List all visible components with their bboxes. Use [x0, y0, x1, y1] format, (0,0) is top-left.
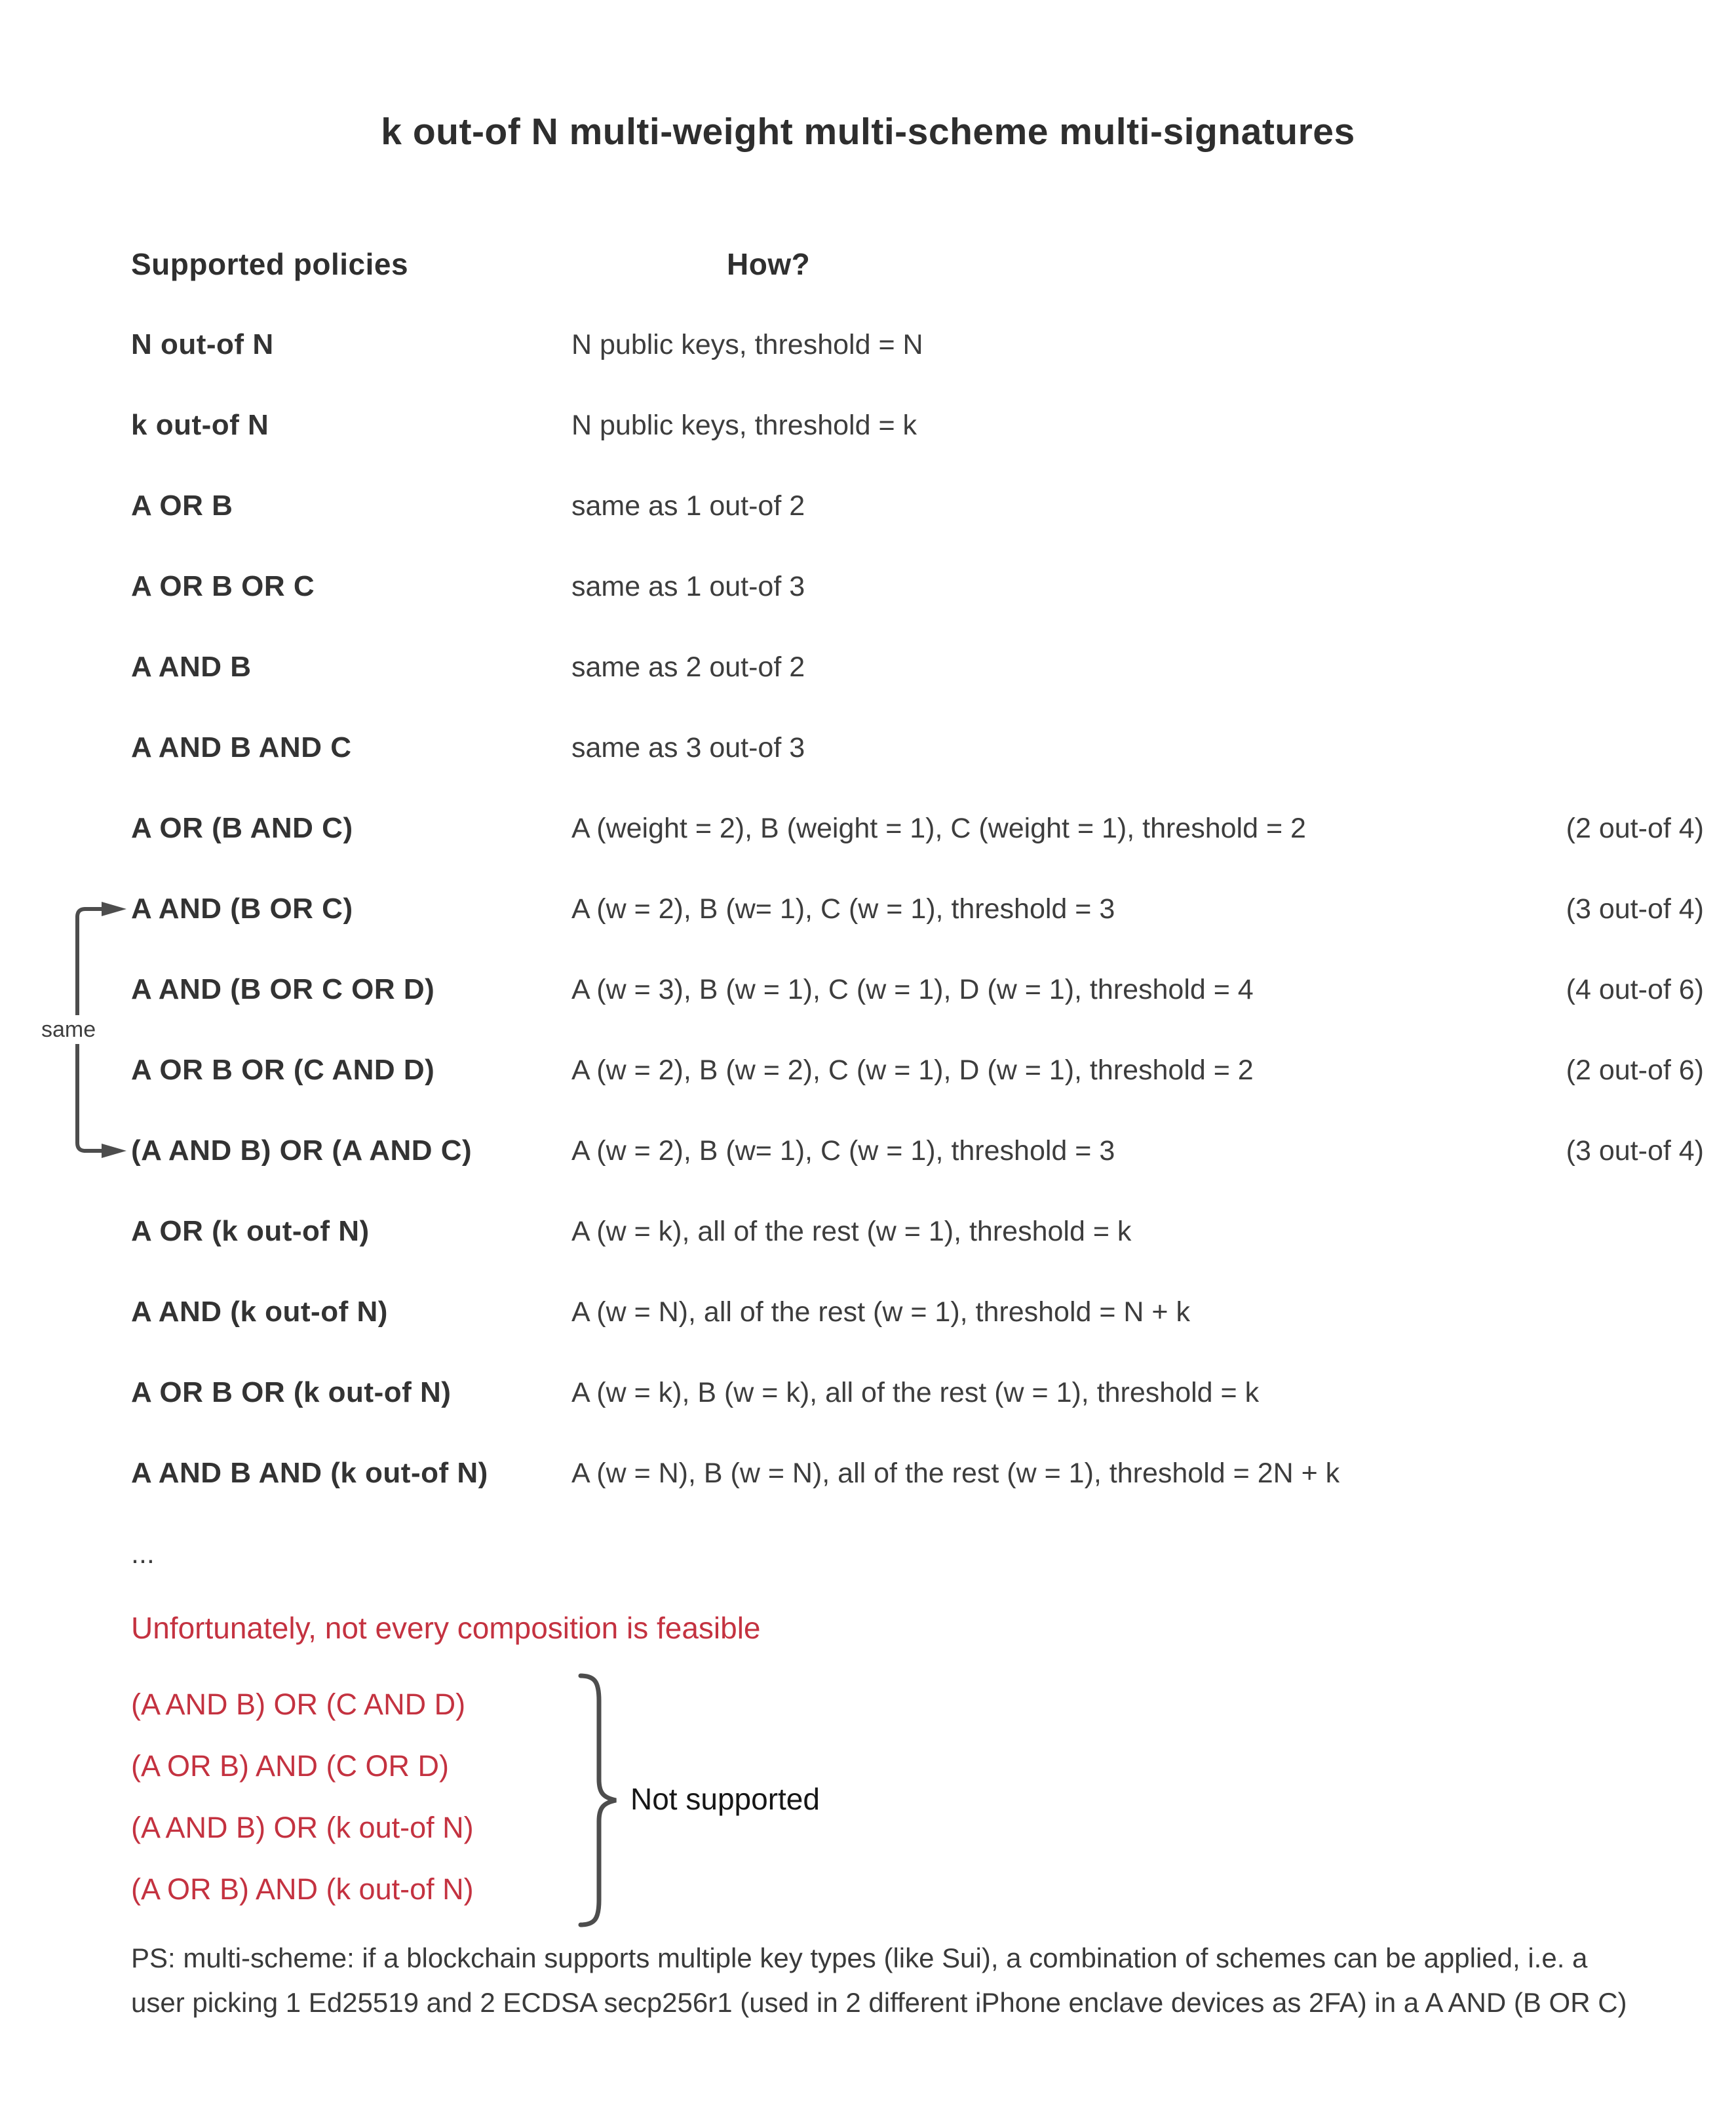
policy-label: k out-of N — [131, 409, 269, 441]
curly-brace-icon — [574, 1672, 633, 1929]
policy-how: same as 1 out-of 2 — [571, 490, 805, 522]
policy-how: A (w = 3), B (w = 1), C (w = 1), D (w = 1), threshold = 4 — [571, 974, 1254, 1005]
policy-how: A (weight = 2), B (weight = 1), C (weight = 1), threshold = 2 — [571, 813, 1306, 844]
policy-label: A AND (k out-of N) — [131, 1296, 388, 1328]
policy-how: A (w = N), all of the rest (w = 1), threshold = N + k — [571, 1296, 1190, 1328]
policy-how: A (w = 2), B (w= 1), C (w = 1), threshold = 3 — [571, 1135, 1115, 1167]
policy-how: N public keys, threshold = k — [571, 410, 917, 441]
policy-note: (4 out-of 6) — [1566, 974, 1704, 1005]
table-row — [131, 1055, 1704, 1085]
policy-label: A OR B OR C — [131, 570, 315, 602]
policy-note: (3 out-of 4) — [1566, 1135, 1704, 1167]
table-row — [131, 1297, 1704, 1327]
table-row — [131, 330, 1704, 360]
policy-how: A (w = 2), B (w = 2), C (w = 1), D (w = 1), threshold = 2 — [571, 1054, 1254, 1086]
policy-how: same as 2 out-of 2 — [571, 651, 805, 683]
policy-label: (A AND B) OR (A AND C) — [131, 1134, 473, 1167]
table-row — [131, 571, 1704, 602]
policy-note: (2 out-of 4) — [1566, 813, 1704, 844]
column-header-policies: Supported policies — [131, 247, 409, 281]
policy-how: same as 1 out-of 3 — [571, 571, 805, 602]
policy-how: N public keys, threshold = N — [571, 329, 923, 360]
policy-how: A (w = k), B (w = k), all of the rest (w = 1), threshold = k — [571, 1377, 1260, 1408]
policy-how: A (w = N), B (w = N), all of the rest (w = 1), threshold = 2N + k — [571, 1458, 1340, 1489]
table-row — [131, 975, 1704, 1005]
table-row — [131, 491, 1704, 521]
infeasible-heading: Unfortunately, not every composition is feasible — [131, 1611, 761, 1645]
infeasible-item: (A AND B) OR (k out-of N) — [131, 1811, 474, 1844]
policy-label: A AND B AND C — [131, 731, 352, 763]
infeasible-list — [131, 1690, 1704, 1904]
policy-label: A AND B AND (k out-of N) — [131, 1457, 488, 1489]
policy-label: A OR B OR (k out-of N) — [131, 1376, 452, 1408]
table-row — [131, 1136, 1704, 1166]
table-row — [131, 733, 1704, 763]
table-row — [131, 1216, 1704, 1247]
policy-how: A (w = k), all of the rest (w = 1), threshold = k — [571, 1216, 1132, 1247]
table-row — [131, 652, 1704, 682]
policy-how: same as 3 out-of 3 — [571, 732, 805, 763]
column-header-how: How? — [727, 247, 811, 281]
policy-label: A OR (k out-of N) — [131, 1215, 370, 1247]
table-row — [131, 894, 1704, 924]
policy-note: (2 out-of 6) — [1566, 1054, 1704, 1086]
ellipsis: ... — [131, 1538, 155, 1570]
policy-how: A (w = 2), B (w= 1), C (w = 1), threshold = 3 — [571, 893, 1115, 925]
table-header-row — [131, 249, 1704, 279]
policy-label: A OR (B AND C) — [131, 812, 353, 844]
table-row — [131, 1458, 1704, 1488]
policy-label: N out-of N — [131, 328, 274, 360]
table-row — [131, 813, 1704, 843]
infeasible-item: (A OR B) AND (k out-of N) — [131, 1872, 474, 1906]
policy-label: A OR B — [131, 490, 233, 522]
policy-label: A AND (B OR C OR D) — [131, 973, 435, 1005]
table-row — [131, 1378, 1704, 1408]
not-supported-label: Not supported — [630, 1782, 820, 1816]
page-title: k out-of N multi-weight multi-scheme multi-signatures — [381, 111, 1355, 153]
policy-note: (3 out-of 4) — [1566, 893, 1704, 925]
policy-table — [131, 249, 1704, 2025]
same-label: same — [38, 1015, 99, 1044]
policy-label: A AND B — [131, 651, 252, 683]
ps-note: PS: multi-scheme: if a blockchain supports multiple key types (like Sui), a combination of schemes can be applied, i.e. a user picking 1 Ed25519 and 2 ECDSA secp256r1 (used in 2 different iPhone enclave devices as 2FA) in a A AND (B OR C) — [131, 1942, 1627, 2018]
infeasible-item: (A AND B) OR (C AND D) — [131, 1688, 466, 1721]
policy-label: A OR B OR (C AND D) — [131, 1054, 435, 1086]
table-row — [131, 410, 1704, 440]
infeasible-item: (A OR B) AND (C OR D) — [131, 1749, 450, 1783]
policy-label: A AND (B OR C) — [131, 893, 353, 925]
